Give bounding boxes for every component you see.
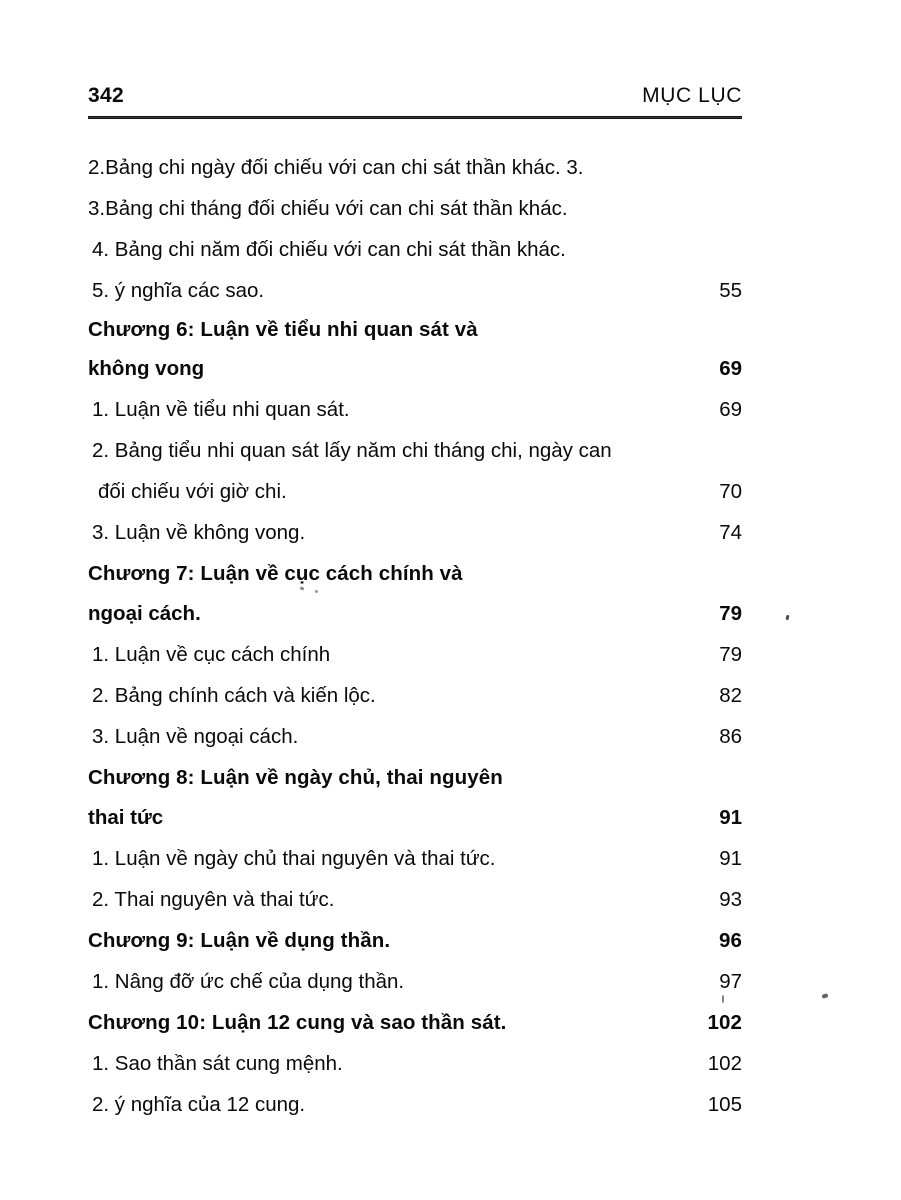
toc-chapter-heading-continuation: [88, 798, 742, 838]
toc-chapter-page: 69: [719, 357, 742, 380]
toc-entry-label: 1. Luận về tiểu nhi quan sát.: [92, 398, 350, 421]
toc-chapter-page: 96: [718, 929, 742, 952]
toc-entry-page: 91: [719, 847, 742, 870]
toc-entry-page: 69: [719, 398, 742, 421]
toc-entry: [88, 961, 742, 1002]
toc-entry-page: 86: [719, 725, 742, 748]
toc-entry-label: 1. Nâng đỡ ức chế của dụng thần.: [92, 970, 405, 993]
toc-chapter-label: Chương 6: Luận về tiểu nhi quan sát và: [88, 318, 478, 341]
toc-entry-page: 93: [719, 888, 742, 911]
toc-entry-label: 5. ý nghĩa các sao.: [92, 279, 265, 302]
toc-entry-label: 3.Bảng chi tháng đối chiếu với can chi sát thần khác.: [88, 197, 568, 220]
header-divider-rule: [88, 116, 742, 119]
toc-entry-page: 102: [707, 1052, 742, 1075]
toc-chapter-heading-continuation: [88, 349, 742, 389]
toc-chapter-heading: [88, 1002, 742, 1043]
toc-entry-page: 55: [719, 279, 742, 302]
running-head-title: MỤC LỤC: [642, 84, 742, 107]
scan-artifact-speck: [786, 615, 790, 621]
toc-entry: [88, 147, 742, 188]
toc-entry: [88, 270, 742, 311]
toc-entry-page: 74: [719, 521, 742, 544]
toc-chapter-page: 102: [707, 1011, 742, 1034]
toc-chapter-page: 91: [719, 806, 742, 829]
toc-chapter-heading: [88, 311, 742, 349]
toc-chapter-heading: [88, 757, 742, 798]
toc-chapter-label: Chương 8: Luận về ngày chủ, thai nguyên: [88, 766, 503, 789]
scan-artifact-speck: [722, 995, 724, 1003]
toc-entry: [88, 430, 742, 471]
scan-artifact-speck: [822, 993, 829, 999]
toc-entry-label: 1. Luận về ngày chủ thai nguyên và thai tức.: [92, 847, 496, 870]
toc-entry-label: 2. ý nghĩa của 12 cung.: [92, 1093, 306, 1116]
table-of-contents: [88, 147, 742, 1125]
toc-entry: [88, 675, 742, 716]
toc-entry: [88, 512, 742, 553]
toc-entry-label: 4. Bảng chi năm đối chiếu với can chi sát thần khác.: [92, 238, 566, 261]
toc-chapter-label: Chương 10: Luận 12 cung và sao thần sát.: [88, 1011, 507, 1034]
toc-chapter-page: 79: [719, 602, 742, 625]
toc-chapter-label: Chương 7: Luận về cục cách chính và: [88, 562, 463, 585]
toc-entry: [88, 879, 742, 920]
toc-chapter-heading: [88, 553, 742, 594]
running-head: [88, 84, 742, 114]
toc-entry-label: 2. Bảng chính cách và kiến lộc.: [92, 684, 376, 707]
toc-chapter-label: thai tức: [88, 806, 164, 829]
toc-entry-page: 70: [719, 480, 742, 503]
toc-entry: [88, 838, 742, 879]
toc-entry: [88, 229, 742, 270]
toc-chapter-label: ngoại cách.: [88, 602, 201, 625]
toc-chapter-label: Chương 9: Luận về dụng thần.: [88, 929, 391, 952]
toc-entry: [88, 716, 742, 757]
toc-entry-label: 1. Sao thần sát cung mệnh.: [92, 1052, 343, 1075]
toc-chapter-heading-continuation: [88, 594, 742, 634]
toc-entry-page: 105: [707, 1093, 742, 1116]
toc-chapter-heading: [88, 920, 742, 961]
toc-entry-label: 3. Luận về ngoại cách.: [92, 725, 299, 748]
toc-entry-continuation: [88, 471, 742, 512]
toc-entry-label: 2. Thai nguyên và thai tức.: [92, 888, 335, 911]
toc-entry-page: 82: [719, 684, 742, 707]
toc-entry-label: 1. Luận về cục cách chính: [92, 643, 331, 666]
toc-entry: [88, 634, 742, 675]
scan-artifact-speck: [315, 590, 318, 593]
toc-entry-page: 79: [719, 643, 742, 666]
toc-entry-label: 2.Bảng chi ngày đối chiếu với can chi sát thần khác. 3.: [88, 156, 584, 179]
toc-entry: [88, 1084, 742, 1125]
toc-entry-label: 3. Luận về không vong.: [92, 521, 306, 544]
toc-entry: [88, 188, 742, 229]
toc-chapter-label: không vong: [88, 357, 205, 380]
toc-entry-label: đối chiếu với giờ chi.: [98, 480, 287, 503]
toc-entry: [88, 389, 742, 430]
toc-entry-label: 2. Bảng tiểu nhi quan sát lấy năm chi tháng chi, ngày can: [92, 439, 612, 462]
toc-entry-page: 97: [719, 970, 742, 993]
page-folio-number: 342: [88, 84, 124, 107]
toc-entry: [88, 1043, 742, 1084]
